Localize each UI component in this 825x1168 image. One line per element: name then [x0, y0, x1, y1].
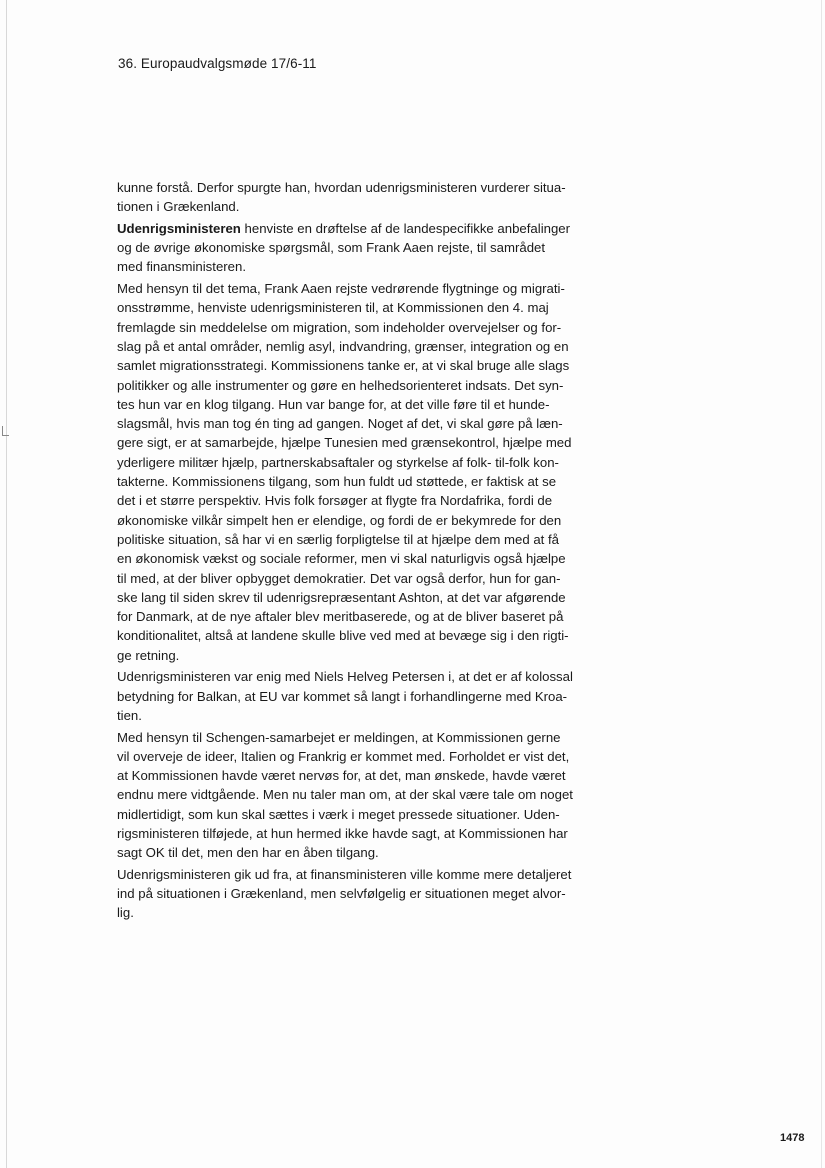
- text-line: tien.: [117, 707, 142, 723]
- speaker-name: Udenrigsministeren: [117, 220, 241, 236]
- text-line: samlet migrationsstrategi. Kommissionens tanke er, at vi skal bruge alle slags: [117, 358, 570, 374]
- paragraph: [117, 667, 602, 725]
- paragraph: [117, 865, 602, 923]
- text-line: betydning for Balkan, at EU var kommet så langt i forhandlingerne med Kroa-: [117, 688, 568, 704]
- text-line: ind på situationen i Grækenland, men selvfølgelig er situationen meget alvor-: [117, 886, 566, 902]
- text-line: sagt OK til det, men den har en åben tilgang.: [117, 845, 379, 861]
- text-line: at Kommissionen havde været nervøs for, at det, man ønskede, havde været: [117, 768, 566, 784]
- text-line: ge retning.: [117, 647, 180, 663]
- scan-edge-left: [6, 0, 7, 1168]
- text-line: gere sigt, er at samarbejde, hjælpe Tunesien med grænsekontrol, hjælpe med: [117, 435, 572, 451]
- text-line: lig.: [117, 905, 134, 921]
- text-line: takterne. Kommissionens tilgang, som hun fuldt ud støttede, er faktisk at se: [117, 474, 557, 490]
- text-line: det i et større perspektiv. Hvis folk forsøger at flygte fra Nordafrika, fordi de: [117, 493, 553, 509]
- text-line: til med, at der bliver opbygget demokratier. Det var også derfor, hun for gan-: [117, 570, 561, 586]
- text-line: rigsministeren tilføjede, at hun hermed ikke havde sagt, at Kommissionen har: [117, 825, 568, 841]
- text-line: økonomiske vilkår simpelt hen er elendige, og fordi de er bekymrede for den: [117, 512, 562, 528]
- page-number: 1478: [780, 1132, 805, 1144]
- text-line: slag på et antal områder, nemlig asyl, indvandring, grænser, integration og en: [117, 338, 569, 354]
- text-line: politiske situation, så har vi en særlig forpligtelse til at hjælpe dem med at få: [117, 531, 559, 547]
- paragraph: [117, 178, 602, 217]
- text-line: ske lang til siden skrev til udenrigsrepræsentant Ashton, at det var afgørende: [117, 589, 566, 605]
- line-text: henviste en drøftelse af de landespecifikke anbefalinger: [240, 220, 571, 236]
- text-line: yderligere militær hjælp, partnerskabsaftaler og styrkelse af folk- til-folk kon-: [117, 454, 559, 470]
- text-line: Udenrigsministeren gik ud fra, at finansministeren ville komme mere detaljeret: [117, 866, 572, 882]
- text-line: tionen i Grækenland.: [117, 199, 240, 215]
- paragraph: [117, 219, 602, 277]
- text-line: politikker og alle instrumenter og gøre en helhedsorienteret indsats. Det syn-: [117, 377, 564, 393]
- text-line: vil overveje de ideer, Italien og Frankrig er kommet med. Forholdet er vist det,: [117, 748, 570, 764]
- paragraph: [117, 728, 602, 863]
- text-line: tes hun var en klog tilgang. Hun var bange for, at det ville føre til et hunde-: [117, 396, 550, 412]
- text-line: [117, 219, 602, 238]
- text-line: kunne forstå. Derfor spurgte han, hvordan udenrigsministeren vurderer situa-: [117, 180, 566, 195]
- text-line: midlertidigt, som kun skal sættes i værk i meget pressede situationer. Uden-: [117, 806, 560, 822]
- text-line: slagsmål, hvis man tog én ting ad gangen. Noget af det, vi skal gøre på læn-: [117, 416, 563, 432]
- text-line: endnu mere vidtgående. Men nu taler man om, at der skal være tale om noget: [117, 787, 573, 803]
- text-line: og de øvrige økonomiske spørgsmål, som Frank Aaen rejste, til samrådet: [117, 240, 546, 256]
- minutes-body: [117, 178, 602, 925]
- scan-edge-right: [821, 0, 822, 1168]
- text-line: fremlagde sin meddelelse om migration, som indeholder overvejelser og for-: [117, 319, 562, 335]
- text-line: konditionalitet, altså at landene skulle blive ved med at bevæge sig i den rigti-: [117, 628, 569, 644]
- text-line: Med hensyn til det tema, Frank Aaen rejste vedrørende flygtninge og migrati-: [117, 281, 565, 297]
- text-line: onsstrømme, henviste udenrigsministeren til, at Kommissionen den 4. maj: [117, 300, 549, 316]
- text-line: Med hensyn til Schengen-samarbejet er meldingen, at Kommissionen gerne: [117, 729, 561, 745]
- text-line: en økonomisk vækst og sociale reformer, men vi skal naturligvis også hjælpe: [117, 551, 566, 567]
- text-line: med finansministeren.: [117, 259, 247, 275]
- margin-mark: [2, 426, 9, 436]
- paragraph: [117, 279, 602, 665]
- text-line: for Danmark, at de nye aftaler blev meritbaserede, og at de bliver baseret på: [117, 609, 564, 625]
- text-line: Udenrigsministeren var enig med Niels Helveg Petersen i, at det er af kolossal: [117, 669, 573, 685]
- running-header: 36. Europaudvalgsmøde 17/6-11: [118, 56, 317, 71]
